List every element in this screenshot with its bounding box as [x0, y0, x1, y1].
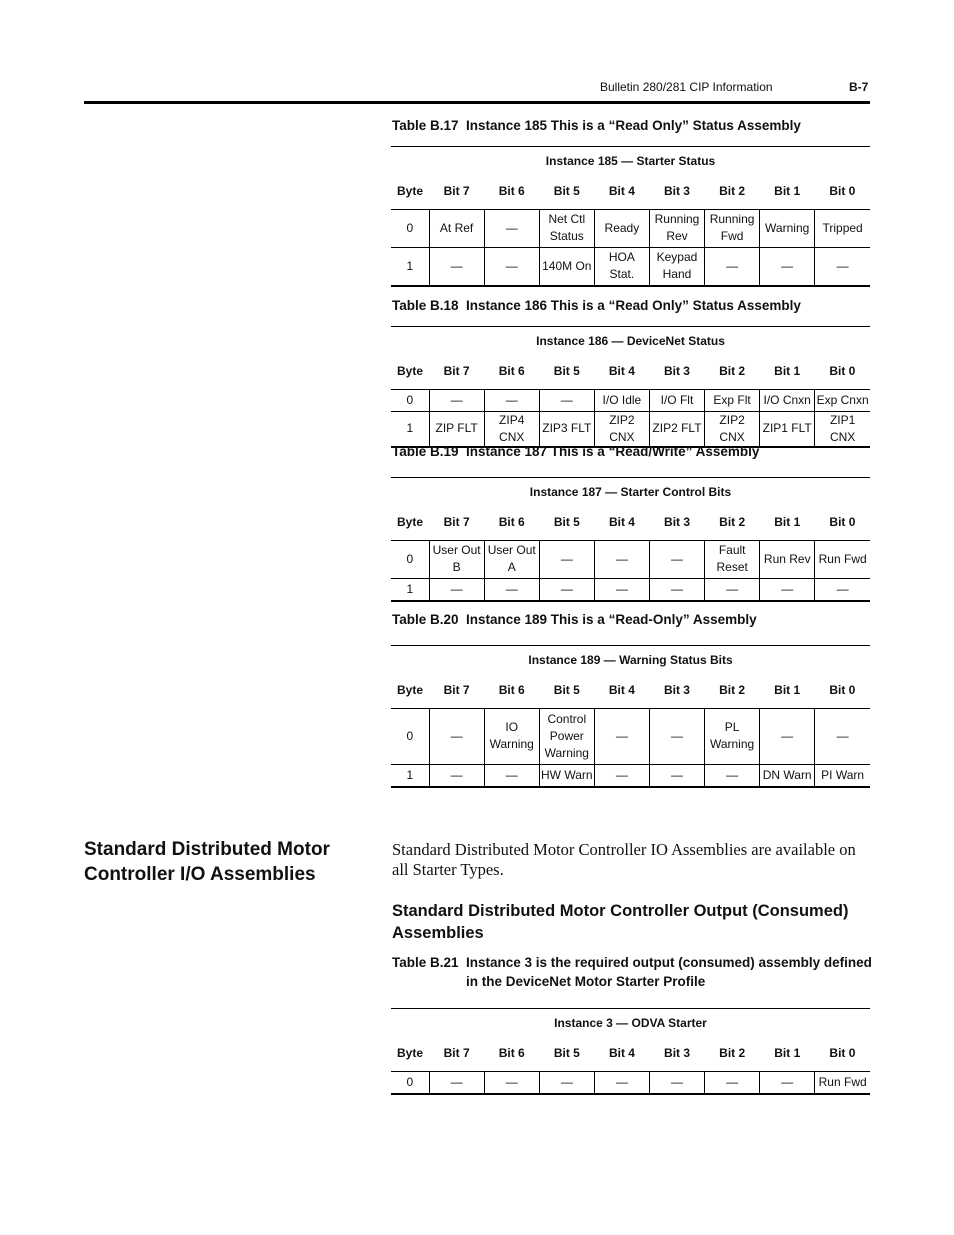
bit-cell: —: [650, 578, 705, 600]
table-row: [391, 247, 870, 285]
caption-text: Instance 189 This is a “Read-Only” Assembly: [466, 612, 757, 627]
column-header: Bit 1: [760, 506, 815, 540]
bit-cell: —: [760, 578, 815, 600]
caption-number: Table B.18: [392, 298, 459, 313]
byte-cell: 1: [406, 581, 414, 596]
bit-cell: —: [429, 389, 484, 411]
bit-cell: ZIP2 FLT: [649, 411, 704, 446]
bit-cell: —: [484, 389, 539, 411]
column-header: Bit 1: [760, 355, 815, 389]
bit-cell: —: [429, 764, 484, 786]
column-header: Bit 1: [760, 175, 815, 209]
bit-cell: —: [705, 578, 760, 600]
column-header: Bit 0: [815, 674, 870, 708]
byte-cell: 1: [406, 258, 414, 273]
bit-cell: —: [594, 764, 649, 786]
bit-cell: —: [484, 247, 539, 285]
caption-number: Table B.20: [392, 612, 459, 627]
table-title: Instance 185 — Starter Status: [545, 154, 716, 168]
bit-cell: —: [539, 578, 594, 600]
column-header: Bit 4: [594, 674, 649, 708]
column-header: Bit 4: [594, 506, 649, 540]
column-header: Bit 3: [649, 355, 704, 389]
page-header: [0, 80, 954, 100]
bit-cell: Run Rev: [760, 540, 815, 578]
column-header: Bit 7: [429, 355, 484, 389]
bit-cell: PL Warning: [705, 708, 760, 764]
bit-cell: I/O Flt: [649, 389, 704, 411]
bit-cell: ZIP4 CNX: [484, 411, 539, 446]
column-header: Bit 5: [539, 175, 594, 209]
bit-cell: Exp Flt: [705, 389, 760, 411]
table-caption: [392, 442, 872, 461]
bit-cell: —: [594, 540, 649, 578]
table-caption: [392, 296, 872, 315]
bit-cell: —: [429, 578, 484, 600]
table-row: [391, 411, 870, 446]
table-grid: [391, 327, 870, 446]
bit-cell: ZIP2 CNX: [594, 411, 649, 446]
bit-cell: —: [429, 247, 484, 285]
data-table: [391, 1008, 870, 1095]
bit-cell: DN Warn: [760, 764, 815, 786]
table-row: [391, 764, 870, 786]
column-header: Bit 0: [815, 506, 870, 540]
column-header: Bit 3: [649, 175, 704, 209]
bit-cell: —: [429, 708, 484, 764]
header-rule: [84, 101, 870, 104]
caption-text: Instance 187 This is a “Read/Write” Assembly: [466, 444, 760, 459]
column-header: Bit 4: [594, 175, 649, 209]
column-header: Bit 4: [594, 355, 649, 389]
column-header: Byte: [391, 355, 429, 389]
bit-cell: Keypad Hand: [649, 247, 704, 285]
bit-cell: Ready: [594, 209, 649, 247]
table-title: Instance 186 — DeviceNet Status: [536, 334, 725, 348]
table-row: [391, 389, 870, 411]
byte-cell: 0: [391, 209, 429, 247]
bit-cell: —: [484, 209, 539, 247]
byte-cell: 1: [406, 767, 414, 782]
caption-text: Instance 186 This is a “Read Only” Status Assembly: [466, 298, 801, 313]
bit-cell: I/O Idle: [594, 389, 649, 411]
bit-cell: At Ref: [429, 209, 484, 247]
table-row: [391, 540, 870, 578]
bit-cell: Run Fwd: [815, 1071, 870, 1093]
column-header: Bit 5: [539, 1037, 594, 1071]
bit-cell: Fault Reset: [705, 540, 760, 578]
byte-cell: 1: [406, 421, 414, 435]
table-grid: [391, 478, 870, 600]
caption-text: Instance 3 is the required output (consumed) assembly defined in the DeviceNet Motor Starter Profile: [466, 955, 872, 989]
bit-cell: —: [705, 1071, 760, 1093]
bit-cell: —: [705, 764, 760, 786]
column-header: Bit 5: [539, 355, 594, 389]
bit-cell: —: [484, 1071, 539, 1093]
bit-cell: I/O Cnxn: [760, 389, 815, 411]
section-title: Standard Distributed Motor Controller I/O Assemblies: [84, 839, 330, 885]
table-grid: [391, 147, 870, 285]
bit-cell: ZIP2 CNX: [705, 411, 760, 446]
column-header: Byte: [391, 506, 429, 540]
table-caption: [392, 953, 872, 991]
table-row: [391, 578, 870, 600]
bit-cell: Exp Cnxn: [815, 389, 870, 411]
bit-cell: —: [539, 540, 594, 578]
bit-cell: —: [594, 578, 649, 600]
bit-cell: IO Warning: [484, 708, 539, 764]
column-header: Bit 0: [815, 355, 870, 389]
column-header: Bit 1: [760, 674, 815, 708]
column-header: Bit 4: [594, 1037, 649, 1071]
bit-cell: PI Warn: [815, 764, 870, 786]
table-row: [391, 1071, 870, 1093]
bit-cell: —: [649, 764, 704, 786]
bit-cell: Control Power Warning: [539, 708, 594, 764]
bit-cell: 140M On: [539, 247, 594, 285]
bit-cell: Running Fwd: [705, 209, 760, 247]
bit-cell: —: [650, 1071, 705, 1093]
bit-cell: —: [539, 389, 594, 411]
table-title: Instance 3 — ODVA Starter: [554, 1016, 707, 1030]
table-caption: [392, 610, 872, 629]
bit-cell: —: [484, 578, 539, 600]
bit-cell: User Out A: [484, 540, 539, 578]
data-table: [391, 146, 870, 287]
bit-cell: ZIP1 CNX: [815, 411, 870, 446]
header-title: Bulletin 280/281 CIP Information: [600, 80, 773, 94]
caption-number: Table B.17: [392, 118, 459, 133]
column-header: Bit 6: [484, 506, 539, 540]
section-body: Standard Distributed Motor Controller IO Assemblies are available on all Starter Types.: [392, 840, 856, 879]
bit-cell: —: [650, 540, 705, 578]
bit-cell: —: [815, 247, 870, 285]
bit-cell: HW Warn: [539, 764, 594, 786]
subsection-title: Standard Distributed Motor Controller Output (Consumed) Assemblies: [392, 902, 849, 942]
bit-cell: —: [594, 708, 649, 764]
column-header: Bit 5: [539, 506, 594, 540]
column-header: Bit 6: [484, 1037, 539, 1071]
bit-cell: —: [815, 708, 870, 764]
column-header: Bit 2: [705, 674, 760, 708]
bit-cell: —: [539, 1071, 594, 1093]
column-header: Bit 2: [705, 1037, 760, 1071]
byte-cell: 0: [406, 1074, 414, 1089]
table-caption: [392, 116, 872, 135]
bit-cell: Run Fwd: [815, 540, 870, 578]
column-header: Byte: [391, 674, 429, 708]
column-header: Bit 7: [429, 1037, 484, 1071]
bit-cell: ZIP FLT: [429, 411, 484, 446]
byte-cell: 0: [391, 708, 429, 764]
column-header: Bit 1: [760, 1037, 815, 1071]
bit-cell: Tripped: [815, 209, 870, 247]
bit-cell: User Out B: [429, 540, 484, 578]
byte-cell: 0: [391, 540, 429, 578]
bit-cell: —: [760, 1071, 815, 1093]
column-header: Byte: [391, 1037, 429, 1071]
table-title: Instance 187 — Starter Control Bits: [529, 485, 732, 499]
bit-cell: ZIP3 FLT: [539, 411, 594, 446]
column-header: Byte: [391, 175, 429, 209]
column-header: Bit 2: [705, 355, 760, 389]
column-header: Bit 7: [429, 674, 484, 708]
table-title: Instance 189 — Warning Status Bits: [528, 653, 733, 667]
column-header: Bit 3: [650, 1037, 705, 1071]
column-header: Bit 5: [539, 674, 594, 708]
column-header: Bit 6: [484, 175, 539, 209]
bit-cell: ZIP1 FLT: [760, 411, 815, 446]
bit-cell: Warning: [760, 209, 815, 247]
bit-cell: Net Ctl Status: [539, 209, 594, 247]
bit-cell: —: [484, 764, 539, 786]
column-header: Bit 6: [484, 674, 539, 708]
bit-cell: —: [760, 708, 815, 764]
caption-number: Table B.19: [392, 444, 459, 459]
column-header: Bit 7: [429, 506, 484, 540]
caption-number: Table B.21: [392, 955, 459, 970]
column-header: Bit 3: [650, 506, 705, 540]
column-header: Bit 6: [484, 355, 539, 389]
table-grid: [391, 1009, 870, 1093]
bit-cell: —: [705, 247, 760, 285]
column-header: Bit 7: [429, 175, 484, 209]
data-table: [391, 477, 870, 602]
bit-cell: —: [815, 578, 870, 600]
data-table: [391, 326, 870, 448]
column-header: Bit 0: [815, 175, 870, 209]
bit-cell: HOA Stat.: [594, 247, 649, 285]
bit-cell: —: [594, 1071, 649, 1093]
table-grid: [391, 646, 870, 786]
bit-cell: —: [760, 247, 815, 285]
page-number: B-7: [849, 80, 869, 94]
byte-cell: 0: [391, 389, 429, 411]
bit-cell: —: [649, 708, 704, 764]
column-header: Bit 2: [705, 175, 760, 209]
caption-text: Instance 185 This is a “Read Only” Status Assembly: [466, 118, 801, 133]
column-header: Bit 3: [649, 674, 704, 708]
table-row: [391, 708, 870, 764]
column-header: Bit 0: [815, 1037, 870, 1071]
bit-cell: —: [429, 1071, 484, 1093]
table-row: [391, 209, 870, 247]
column-header: Bit 2: [705, 506, 760, 540]
data-table: [391, 645, 870, 788]
bit-cell: Running Rev: [649, 209, 704, 247]
